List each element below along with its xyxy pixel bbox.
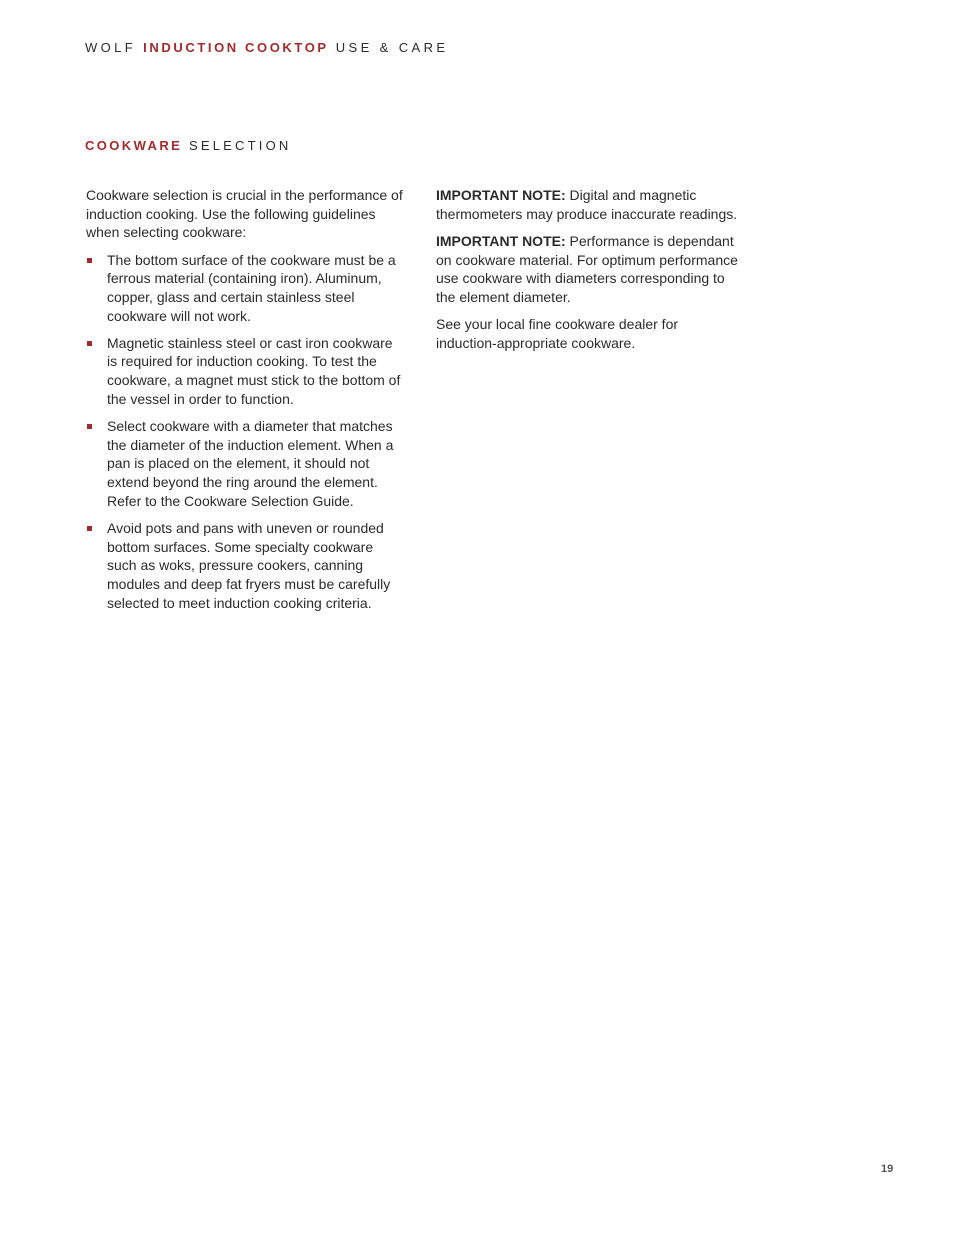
running-header — [85, 40, 448, 55]
guideline-list — [86, 251, 406, 613]
right-column — [436, 186, 741, 361]
important-note — [436, 186, 741, 223]
list-item-text: Select cookware with a diameter that matches the diameter of the induction element. When a pan is placed on the element, it should not extend beyond the ring around the element. Refer to the Cookware Selection Guide. — [107, 417, 394, 509]
page-number: 19 — [881, 1163, 894, 1175]
header-product: INDUCTION COOKTOP — [143, 40, 329, 55]
important-note — [436, 232, 741, 307]
important-note-label: IMPORTANT NOTE: — [436, 187, 566, 203]
list-item — [86, 251, 406, 326]
square-bullet-icon — [87, 258, 92, 263]
square-bullet-icon — [87, 341, 92, 346]
section-title-accent: COOKWARE — [85, 138, 183, 153]
section-title — [85, 138, 292, 153]
square-bullet-icon — [87, 526, 92, 531]
section-title-rest: SELECTION — [189, 138, 292, 153]
important-note-label: IMPORTANT NOTE: — [436, 232, 566, 249]
header-suffix: USE & CARE — [335, 40, 449, 55]
list-item — [86, 334, 406, 409]
header-brand: WOLF — [85, 40, 137, 55]
left-column — [86, 186, 406, 621]
list-item-text: The bottom surface of the cookware must be a ferrous material (containing iron). Aluminum, copper, glass and certain stainless steel cookware will not work. — [107, 251, 396, 324]
important-note-text: Performance is dependant on cookware material. For optimum performance use cookware with diameters corresponding to the element diameter. — [436, 232, 738, 305]
list-item-text: Avoid pots and pans with uneven or rounded bottom surfaces. Some specialty cookware such as woks, pressure cookers, canning modules and deep fat fryers must be carefully selected to meet induction cooking criteria. — [107, 519, 391, 611]
dealer-paragraph: See your local fine cookware dealer for induction-appropriate cookware. — [436, 316, 679, 351]
important-note-text: Digital and magnetic thermometers may produce inaccurate readings. — [436, 187, 738, 222]
square-bullet-icon — [87, 424, 92, 429]
intro-paragraph: Cookware selection is crucial in the performance of induction cooking. Use the following guidelines when selecting cookware: — [86, 187, 403, 241]
list-item — [86, 417, 406, 511]
list-item — [86, 519, 406, 613]
list-item-text: Magnetic stainless steel or cast iron cookware is required for induction cooking. To test the cookware, a magnet must stick to the bottom of the vessel in order to function. — [107, 334, 401, 407]
